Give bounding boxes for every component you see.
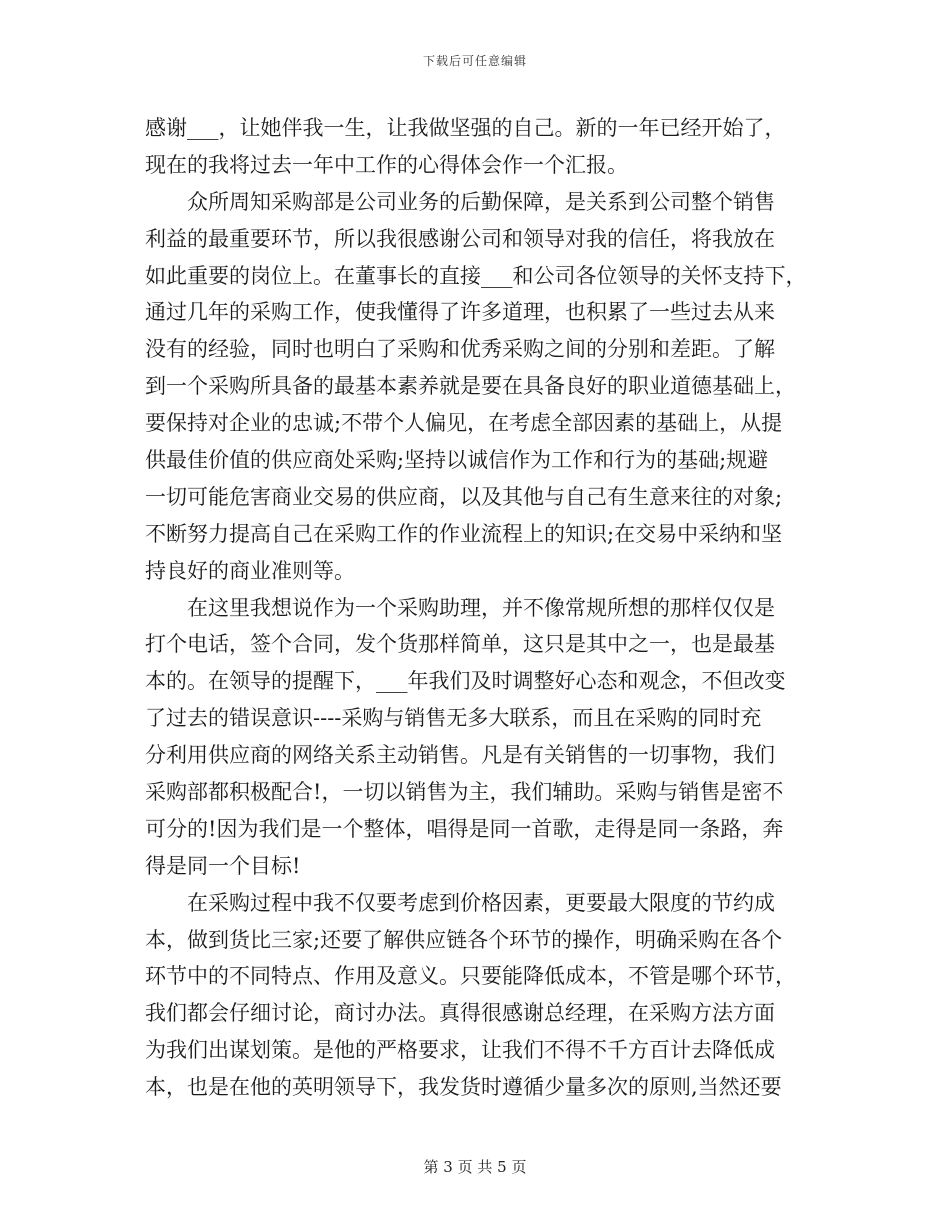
page-number: 第 3 页 共 5 页 xyxy=(423,1158,527,1176)
text-line: 如此重要的岗位上。在董事长的直接___和公司各位领导的关怀支持下， xyxy=(145,263,807,288)
text-line: 本，也是在他的英明领导下，我发货时遵循少量多次的原则,当然还要 xyxy=(145,1075,782,1100)
text-line: 环节中的不同特点、作用及意义。只要能降低成本，不管是哪个环节， xyxy=(145,964,796,989)
document-body xyxy=(145,110,807,1106)
text-line: 在这里我想说作为一个采购助理，并不像常规所想的那样仅仅是 xyxy=(145,595,775,620)
page-header: 下载后可任意编辑 xyxy=(422,54,527,68)
text-line: 可分的!因为我们是一个整体，唱得是同一首歌，走得是同一条路，奔 xyxy=(145,816,784,841)
text-line: 众所周知采购部是公司业务的后勤保障，是关系到公司整个销售 xyxy=(145,189,775,214)
text-line: 打个电话，签个合同，发个货那样简单，这只是其中之一，也是最基 xyxy=(145,632,775,657)
text-line: 本，做到货比三家;还要了解供应链各个环节的操作，明确采购在各个 xyxy=(145,927,783,952)
text-line: 没有的经验，同时也明白了采购和优秀采购之间的分别和差距。了解 xyxy=(145,337,775,362)
text-line: 要保持对企业的忠诚;不带个人偏见，在考虑全部因素的基础上，从提 xyxy=(145,411,783,436)
text-line: 利益的最重要环节，所以我很感谢公司和领导对我的信任，将我放在 xyxy=(145,226,775,251)
text-line: 我们都会仔细讨论，商讨办法。真得很感谢总经理，在采购方法方面 xyxy=(145,1001,775,1026)
text-line: 现在的我将过去一年中工作的心得体会作一个汇报。 xyxy=(145,152,628,177)
text-line: 不断努力提高自己在采购工作的作业流程上的知识;在交易中采纳和坚 xyxy=(145,521,783,546)
text-line: 了过去的错误意识----采购与销售无多大联系，而且在采购的同时充 xyxy=(145,706,762,731)
text-line: 供最佳价值的供应商处采购;坚持以诚信作为工作和行为的基础;规避 xyxy=(145,448,769,473)
text-line: 持良好的商业准则等。 xyxy=(145,558,355,583)
text-line: 本的。在领导的提醒下，___年我们及时调整好心态和观念，不但改变 xyxy=(145,669,786,694)
text-line: 采购部都积极配合!，一切以销售为主，我们辅助。采购与销售是密不 xyxy=(145,780,784,805)
text-line: 感谢___，让她伴我一生，让我做坚强的自己。新的一年已经开始了， xyxy=(145,116,786,140)
text-line: 分利用供应商的网络关系主动销售。凡是有关销售的一切事物，我们 xyxy=(145,743,775,768)
text-line: 通过几年的采购工作，使我懂得了许多道理，也积累了一些过去从来 xyxy=(145,300,775,325)
text-line: 得是同一个目标! xyxy=(145,853,301,878)
text-line: 一切可能危害商业交易的供应商，以及其他与自己有生意来往的对象; xyxy=(145,484,783,509)
text-line: 到一个采购所具备的最基本素养就是要在具备良好的职业道德基础上， xyxy=(145,374,796,399)
text-line: 在采购过程中我不仅要考虑到价格因素，更要最大限度的节约成 xyxy=(145,890,775,915)
text-line: 为我们出谋划策。是他的严格要求，让我们不得不千方百计去降低成 xyxy=(145,1038,775,1063)
